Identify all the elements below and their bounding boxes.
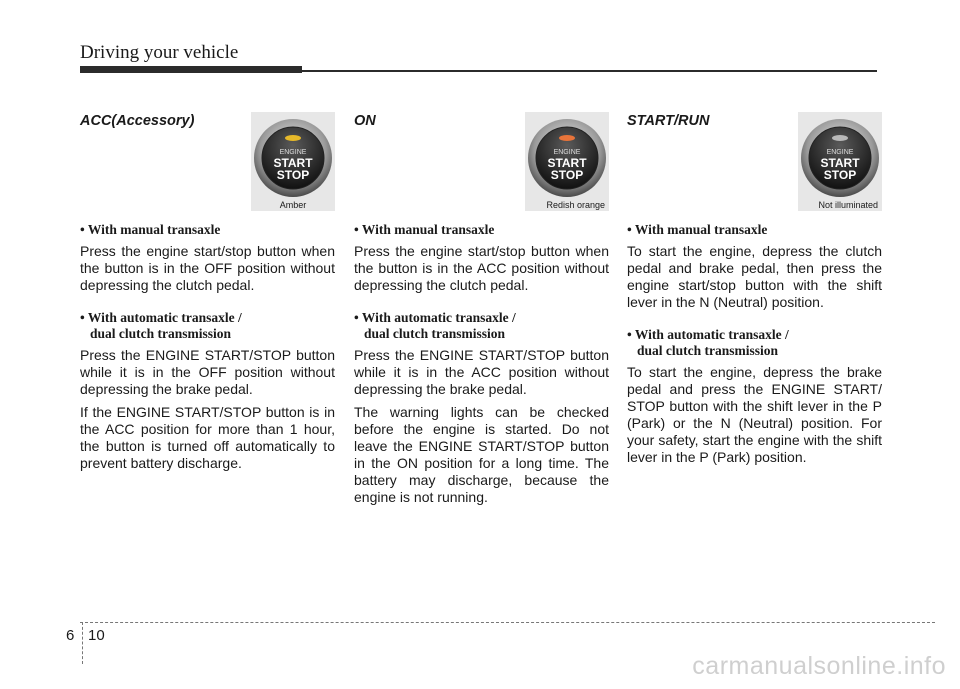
figure-caption: Not illuminated	[818, 200, 878, 210]
watermark: carmanualsonline.info	[692, 652, 946, 680]
section-on	[354, 112, 609, 505]
footer-divider	[82, 622, 83, 664]
footer-rule	[80, 622, 935, 623]
section-title: ON	[354, 113, 376, 129]
paragraph: To start the engine, depress the clutch pedal and brake pedal, then press the engine start/stop button with the shift lever in the N (Neutral) position.	[627, 243, 882, 310]
svg-text:STOP: STOP	[550, 168, 584, 182]
svg-text:STOP: STOP	[823, 168, 857, 182]
svg-text:ENGINE: ENGINE	[279, 149, 307, 156]
section-body	[354, 222, 609, 512]
automatic-transaxle-heading: • With automatic transaxle / dual clutch transmission	[627, 327, 789, 358]
figure-caption: Redish orange	[546, 200, 605, 210]
svg-text:ENGINE: ENGINE	[826, 149, 854, 156]
figure-caption: Amber	[279, 200, 307, 210]
engine-button-figure-off	[798, 112, 882, 211]
section-title: ACC(Accessory)	[80, 113, 195, 129]
paragraph: To start the engine, depress the brake pedal and press the ENGINE START/ STOP button with the shift lever in the P (Park) or the N (Neutral) position. For your safety, start the engine with the shift lever in the P (Park) position.	[627, 364, 882, 465]
paragraph: Press the ENGINE START/STOP button while it is in the OFF position without depressing the brake pedal.	[80, 347, 335, 397]
svg-text:ENGINE: ENGINE	[553, 149, 581, 156]
svg-text:START: START	[547, 156, 587, 170]
header-rule-thin	[302, 70, 877, 72]
status-light	[285, 135, 301, 141]
svg-text:START: START	[273, 156, 313, 170]
section-body	[80, 222, 335, 478]
header-rule-thick	[80, 66, 302, 73]
section-start-run	[627, 112, 882, 465]
status-light	[559, 135, 575, 141]
section-body	[627, 222, 882, 472]
engine-start-button-icon	[798, 112, 882, 200]
svg-text:START: START	[820, 156, 860, 170]
chapter-number: 6	[66, 627, 75, 644]
engine-start-button-icon	[525, 112, 609, 200]
manual-transaxle-heading: • With manual transaxle	[354, 222, 495, 237]
section-title: START/RUN	[627, 113, 710, 129]
svg-text:STOP: STOP	[276, 168, 310, 182]
page-number: 10	[88, 627, 105, 644]
section-acc	[80, 112, 335, 471]
engine-button-figure-amber	[251, 112, 335, 211]
automatic-transaxle-heading: • With automatic transaxle / dual clutch transmission	[80, 310, 242, 341]
paragraph: The warning lights can be checked before the engine is started. Do not leave the ENGINE START/STOP button in the ON position for a long time. The battery may discharge, because the engine is not running.	[354, 404, 609, 505]
paragraph: Press the ENGINE START/STOP button while it is in the ACC position without depressing the brake pedal.	[354, 347, 609, 397]
status-light	[832, 135, 848, 141]
paragraph: Press the engine start/stop button when the button is in the OFF position without depressing the clutch pedal.	[80, 243, 335, 293]
paragraph: If the ENGINE START/STOP button is in the ACC position for more than 1 hour, the button is turned off automatically to prevent battery discharge.	[80, 404, 335, 471]
engine-start-button-icon	[251, 112, 335, 200]
engine-button-figure-orange	[525, 112, 609, 211]
manual-transaxle-heading: • With manual transaxle	[627, 222, 768, 237]
manual-transaxle-heading: • With manual transaxle	[80, 222, 221, 237]
page-header-title: Driving your vehicle	[80, 42, 239, 63]
automatic-transaxle-heading: • With automatic transaxle / dual clutch transmission	[354, 310, 516, 341]
paragraph: Press the engine start/stop button when the button is in the ACC position without depressing the clutch pedal.	[354, 243, 609, 293]
